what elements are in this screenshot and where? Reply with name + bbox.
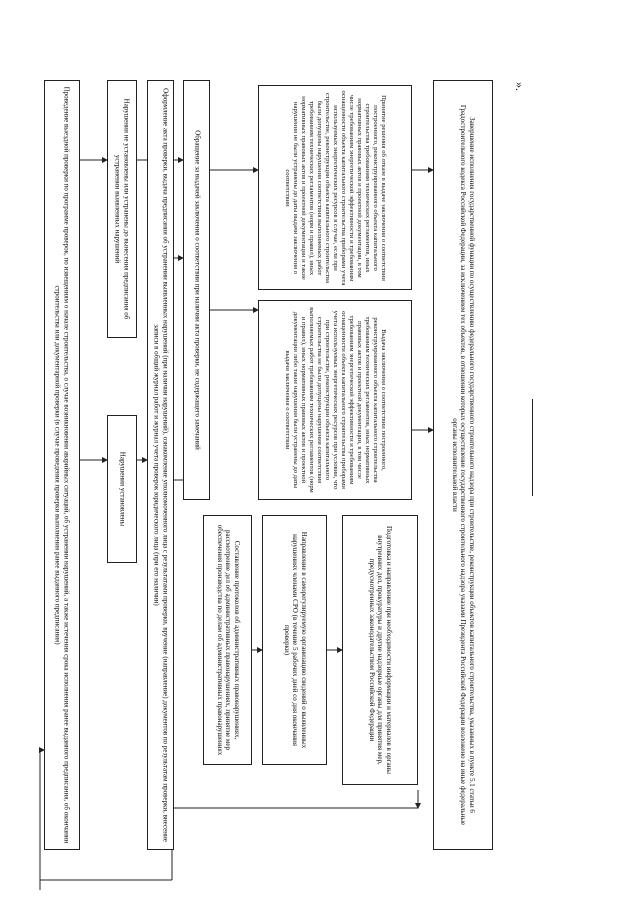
box-act-registration [147, 80, 174, 850]
box-materials-to-authorities [342, 515, 418, 785]
box-materials-to-authorities-text: Подготовка и направление при необходимости информации и материалов в органы внутренних дел, прокуратуры и другие надзорные органы для принятия мер, предусмотренных законодательством Российской Федерации [367, 525, 393, 775]
box-inspection-start-text: Проведение выездной проверки по программе проверок, по извещениям о начале строительства, о случае возникновения аварийных ситуаций, об устранении нарушений, а также истечения срока исполнения ранее выданного предписания, об окончании строительства или документарной проверки (в случае проведения проверки выполнения ранее выданного предписания) [54, 86, 71, 844]
box-violations-found [107, 415, 137, 563]
box-application-conclusion-text: Обращение за выдачей заключения о соответствии при наличии акта проверки, не содержащего замечаний [192, 130, 201, 450]
box-violations-found-text: Нарушения установлены [118, 451, 127, 527]
box-violations-not-fixed [107, 80, 137, 338]
box-application-conclusion [183, 80, 210, 500]
box-act-registration-text: Оформление акта проверки, выдача предписания об устранении выявленных нарушений (при наличии нарушений), ознакомление уполномоченного лица с результатами проверки, вручение (направление) документов по результатам проверки, внесение записи в общий журнал работ и журнал учета проверок юридического лица (при его наличии) [152, 88, 170, 842]
box-completion-text: Завершение исполнения государственной функции по осуществлению федерального государственного строительного надзора при строительстве, реконструкции объектов капитального строительства, указанных в пункте 5.1 статьи 6 Градостроительного кодекса Российской Федерации, за исключением тех объектов, в отношении которых осуществление государственного строительного надзора указами Президента Российской Федерации возложено на иные федеральные органы исполнительной власти [450, 104, 476, 826]
box-issue-conclusion [258, 300, 412, 500]
box-issue-conclusion-text: Выдача заключения о соответствии построенного, реконструированного объекта капитального строительства требованиям технических регламентов, иных нормативных правовых актов и проектной документации, в том числе требованиям энергетической эффективности и требованиям оснащенности объекта капитального строительства приборами учета используемых энергетических ресурсов при условии, что при строительстве, реконструкции объекта капитального строительства не были допущены нарушения соответствия выполняемых работ требованиям технических регламентов (норм и правил), иных нормативных правовых актов и проектной документации либо такие нарушения были устранены до даты выдачи заключения о соответствии [283, 307, 388, 493]
box-sro-notice [262, 515, 327, 765]
box-refuse-conclusion [258, 85, 412, 290]
corner-mark: ». [513, 82, 527, 91]
box-sro-notice-text: Направление в саморегулируемую организацию сведений о выявленных нарушениях членами СРО (в течение 5 рабочих дней со дня окончания проверки) [282, 531, 308, 749]
box-violations-not-fixed-text: Нарушения не установлены или устранены до вынесения предписания об устранении выявленных нарушений [114, 98, 131, 320]
box-refuse-conclusion-text: Принятие решения об отказе в выдаче заключения о соответствии построенного, реконструированного объекта капитального строительства требованиям технических регламентов, иных нормативных правовых актов и проектной документации, в том числе требованиям энергетической эффективности и требованиям оснащенности объекта капитального строительства приборами учета используемых энергетических ресурсов в случае, если при строительстве, реконструкции объекта капитального строительства были допущены нарушения соответствия выполняемых работ требованиям технических регламентов (норм и правил), иных нормативных правовых актов и проектной документации и такие нарушения не были устранены до даты выдачи заключения о соответствии [283, 90, 388, 285]
box-completion [433, 80, 493, 850]
box-admin-protocols [203, 515, 252, 765]
box-inspection-start [44, 80, 80, 850]
box-admin-protocols-text: Составление протоколов об административных правонарушениях, рассмотрение дел об административных правонарушениях, принятие мер обеспечения производства по делам об административных правонарушениях [215, 524, 241, 756]
